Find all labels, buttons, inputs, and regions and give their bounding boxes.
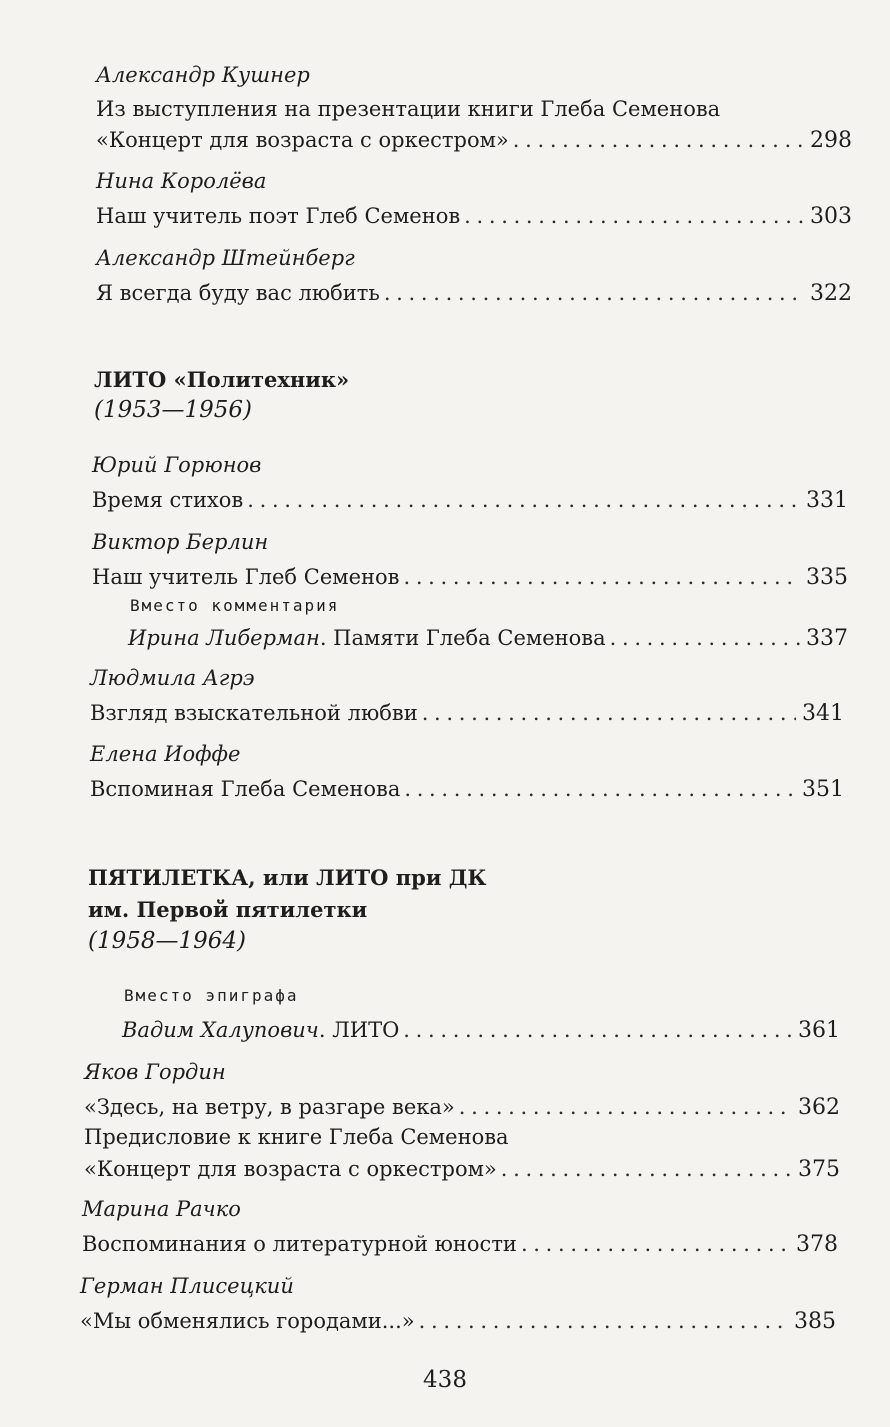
toc-entry-koroleva: Наш учитель поэт Глеб Семенов . . . 303 bbox=[96, 203, 852, 230]
page-ref: 362 bbox=[798, 1095, 840, 1120]
dot-leader bbox=[403, 564, 800, 590]
toc-entry-rachko: Воспоминания о литературной юности . . . 378 bbox=[82, 1231, 838, 1258]
author-agre: Людмила Агрэ bbox=[90, 666, 255, 690]
dot-leader bbox=[419, 1308, 788, 1334]
toc-entry-agre: Взгляд взыскательной любви . . . 341 bbox=[90, 700, 844, 727]
dot-leader bbox=[521, 1231, 790, 1257]
dot-leader bbox=[403, 1017, 792, 1043]
toc-entry-goryunov: Время стихов . . . 331 bbox=[92, 487, 848, 514]
author-rachko: Марина Рачко bbox=[82, 1197, 241, 1221]
toc-entry-gordin-2: «Концерт для возраста с оркестром» . . . 375 bbox=[84, 1156, 840, 1183]
author-shteinberg: Александр Штейнберг bbox=[96, 246, 355, 270]
toc-entry-kushner-line1: Из выступления на презентации книги Глеба Семенова bbox=[96, 97, 721, 121]
dot-leader bbox=[464, 203, 804, 229]
dot-leader bbox=[501, 1156, 792, 1182]
toc-entry-kushner: «Концерт для возраста с оркестром» . . . 298 bbox=[96, 127, 852, 154]
toc-entry-gordin-1: «Здесь, на ветру, в разгаре века» . . . 362 bbox=[84, 1094, 840, 1121]
page-number: 438 bbox=[423, 1367, 467, 1393]
note-liberman: Вместо комментария bbox=[130, 596, 340, 615]
dot-leader bbox=[247, 487, 800, 513]
author-koroleva: Нина Королёва bbox=[96, 169, 267, 193]
toc-entry-berlin: Наш учитель Глеб Семенов . . . 335 bbox=[92, 564, 848, 591]
page-ref: 322 bbox=[810, 281, 852, 306]
page-ref: 351 bbox=[802, 777, 844, 802]
dot-leader bbox=[459, 1094, 792, 1120]
author-gordin: Яков Гордин bbox=[84, 1060, 226, 1084]
dot-leader bbox=[404, 776, 796, 802]
toc-entry-plisetsky: «Мы обменялись городами...» . . . 385 bbox=[80, 1308, 836, 1335]
section-title-politekhnik: ЛИТО «Политехник» bbox=[94, 367, 350, 392]
author-goryunov: Юрий Горюнов bbox=[92, 453, 262, 477]
author-kushner: Александр Кушнер bbox=[96, 63, 310, 87]
author-ioffe: Елена Иоффе bbox=[90, 742, 241, 766]
dot-leader bbox=[422, 700, 796, 726]
page-ref: 361 bbox=[798, 1018, 840, 1043]
page-ref: 331 bbox=[806, 488, 848, 513]
section-years-pyatiletka: (1958—1964) bbox=[88, 928, 247, 954]
page-ref: 337 bbox=[806, 626, 848, 651]
dot-leader bbox=[610, 625, 800, 651]
page-ref: 303 bbox=[810, 204, 852, 229]
section-title-pyatiletka-1: ПЯТИЛЕТКА, или ЛИТО при ДК bbox=[88, 865, 487, 890]
page-ref: 341 bbox=[802, 701, 844, 726]
dot-leader bbox=[513, 127, 804, 153]
author-khalupovich: Вадим Халупович bbox=[122, 1018, 319, 1042]
toc-entry-gordin-2-line1: Предисловие к книге Глеба Семенова bbox=[84, 1125, 509, 1149]
page-ref: 298 bbox=[810, 128, 852, 153]
note-khalupovich: Вместо эпиграфа bbox=[124, 986, 299, 1005]
page-ref: 335 bbox=[806, 565, 848, 590]
section-title-pyatiletka-2: им. Первой пятилетки bbox=[88, 897, 368, 922]
section-years-politekhnik: (1953—1956) bbox=[94, 397, 253, 423]
author-liberman: Ирина Либерман bbox=[128, 626, 320, 650]
dot-leader bbox=[384, 280, 804, 306]
page-ref: 375 bbox=[798, 1157, 840, 1182]
toc-entry-khalupovich: Вадим Халупович. ЛИТО . . . 361 bbox=[122, 1017, 840, 1044]
toc-entry-liberman: Ирина Либерман. Памяти Глеба Семенова . . . 337 bbox=[128, 625, 848, 652]
page-ref: 385 bbox=[794, 1309, 836, 1334]
author-berlin: Виктор Берлин bbox=[92, 530, 269, 554]
toc-entry-ioffe: Вспоминая Глеба Семенова . . . 351 bbox=[90, 776, 844, 803]
toc-entry-shteinberg: Я всегда буду вас любить . . . 322 bbox=[96, 280, 852, 307]
author-plisetsky: Герман Плисецкий bbox=[80, 1274, 294, 1298]
page-ref: 378 bbox=[796, 1232, 838, 1257]
